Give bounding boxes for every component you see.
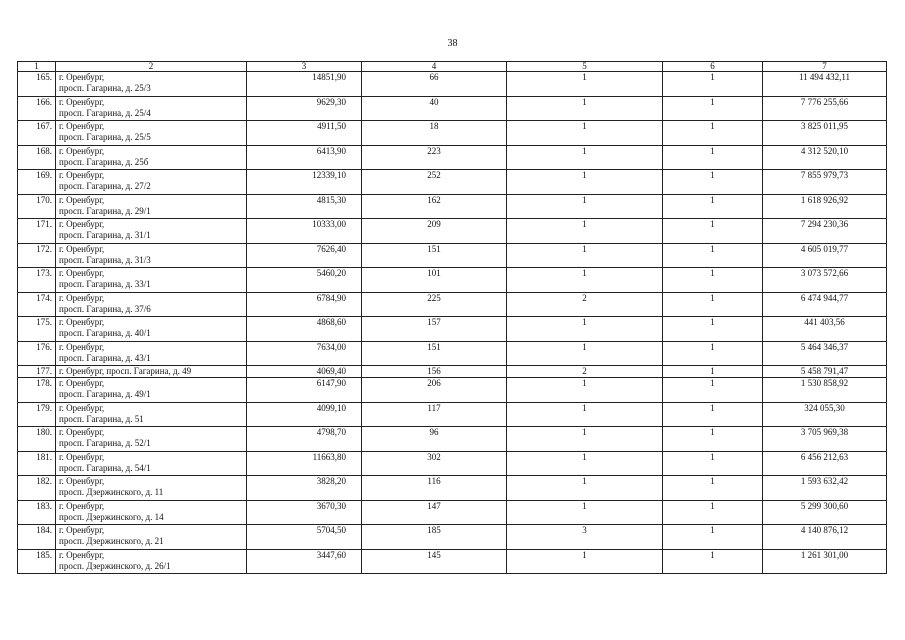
row-number-cell: 179.: [18, 402, 56, 427]
address-cell: [56, 243, 247, 268]
column-6-cell: 1: [663, 500, 763, 525]
column-5-cell: 1: [507, 451, 663, 476]
cost-cell: 7 855 979,73: [763, 170, 887, 195]
row-number-cell: 181.: [18, 451, 56, 476]
column-4-cell: 209: [362, 219, 507, 244]
address-cell: [56, 500, 247, 525]
address-cell: [56, 476, 247, 501]
column-5-cell: 1: [507, 402, 663, 427]
address-line-city: г. Оренбург,: [59, 378, 105, 388]
row-number-cell: 174.: [18, 292, 56, 317]
cost-cell: 5 299 300,60: [763, 500, 887, 525]
area-cell: 4911,50: [247, 121, 362, 146]
address-cell: [56, 451, 247, 476]
table-row: [18, 525, 887, 550]
row-number-cell: 167.: [18, 121, 56, 146]
cost-cell: 7 294 230,36: [763, 219, 887, 244]
address-cell: [56, 402, 247, 427]
address-line-city: г. Оренбург, просп. Гагарина, д. 49: [59, 366, 192, 376]
address-cell: [56, 194, 247, 219]
address-line-street: просп. Гагарина, д. 29/1: [59, 205, 151, 216]
column-5-cell: 1: [507, 268, 663, 293]
address-line-street: просп. Гагарина, д. 31/1: [59, 230, 151, 240]
column-6-cell: 1: [663, 292, 763, 317]
area-cell: 7634,00: [247, 341, 362, 366]
area-cell: 5704,50: [247, 525, 362, 550]
column-header: 1: [18, 62, 56, 72]
address-cell: [56, 72, 247, 97]
address-line-city: г. Оренбург,: [59, 341, 105, 352]
column-6-cell: 1: [663, 243, 763, 268]
address-cell: [56, 427, 247, 452]
cost-cell: 441 403,56: [763, 317, 887, 342]
address-line-street: просп. Дзержинского, д. 21: [59, 536, 164, 546]
table-row: [18, 170, 887, 195]
row-number-cell: 165.: [18, 72, 56, 97]
row-number-cell: 185.: [18, 549, 56, 574]
area-cell: 6413,90: [247, 145, 362, 170]
column-5-cell: 1: [507, 72, 663, 97]
address-line-street: просп. Гагарина, д. 49/1: [59, 389, 151, 399]
column-5-cell: 1: [507, 500, 663, 525]
column-4-cell: 156: [362, 366, 507, 378]
column-6-cell: 1: [663, 427, 763, 452]
table-row: [18, 476, 887, 501]
address-cell: [56, 366, 247, 378]
area-cell: 3670,30: [247, 500, 362, 525]
address-cell: [56, 292, 247, 317]
area-cell: 7626,40: [247, 243, 362, 268]
address-line-city: г. Оренбург,: [59, 402, 105, 413]
cost-cell: 3 073 572,66: [763, 268, 887, 293]
column-header: 4: [362, 62, 507, 72]
address-line-city: г. Оренбург,: [59, 427, 105, 437]
column-4-cell: 185: [362, 525, 507, 550]
column-4-cell: 116: [362, 476, 507, 501]
column-4-cell: 101: [362, 268, 507, 293]
column-6-cell: 1: [663, 451, 763, 476]
column-header: 6: [663, 62, 763, 72]
column-6-cell: 1: [663, 341, 763, 366]
address-cell: [56, 317, 247, 342]
column-6-cell: 1: [663, 219, 763, 244]
address-line-street: просп. Дзержинского, д. 26/1: [59, 560, 171, 571]
column-4-cell: 117: [362, 402, 507, 427]
address-line-street: просп. Гагарина, д. 27/2: [59, 181, 151, 191]
area-cell: 4798,70: [247, 427, 362, 452]
address-line-city: г. Оренбург,: [59, 268, 105, 278]
table-row: [18, 378, 887, 403]
address-line-street: просп. Гагарина, д. 33/1: [59, 279, 151, 289]
address-line-city: г. Оренбург,: [59, 145, 105, 156]
area-cell: 4815,30: [247, 194, 362, 219]
area-cell: 3828,20: [247, 476, 362, 501]
address-line-city: г. Оренбург,: [59, 292, 105, 303]
cost-cell: 7 776 255,66: [763, 96, 887, 121]
column-6-cell: 1: [663, 525, 763, 550]
column-5-cell: 1: [507, 341, 663, 366]
row-number-cell: 182.: [18, 476, 56, 501]
column-5-cell: 2: [507, 292, 663, 317]
row-number-cell: 184.: [18, 525, 56, 550]
column-4-cell: 96: [362, 427, 507, 452]
column-6-cell: 1: [663, 96, 763, 121]
address-cell: [56, 525, 247, 550]
address-cell: [56, 170, 247, 195]
table-row: [18, 194, 887, 219]
address-cell: [56, 121, 247, 146]
column-4-cell: 157: [362, 317, 507, 342]
address-line-city: г. Оренбург,: [59, 96, 105, 107]
address-line-street: просп. Гагарина, д. 25/4: [59, 107, 151, 118]
cost-cell: 11 494 432,11: [763, 72, 887, 97]
address-line-city: г. Оренбург,: [59, 500, 105, 511]
table-row: [18, 500, 887, 525]
row-number-cell: 173.: [18, 268, 56, 293]
address-line-street: просп. Гагарина, д. 52/1: [59, 438, 151, 448]
column-4-cell: 151: [362, 243, 507, 268]
row-number-cell: 177.: [18, 366, 56, 378]
table-row: [18, 341, 887, 366]
column-6-cell: 1: [663, 72, 763, 97]
area-cell: 9629,30: [247, 96, 362, 121]
column-header: 3: [247, 62, 362, 72]
table-row: [18, 72, 887, 97]
column-6-cell: 1: [663, 268, 763, 293]
column-6-cell: 1: [663, 121, 763, 146]
table-row: [18, 219, 887, 244]
cost-cell: 4 140 876,12: [763, 525, 887, 550]
column-5-cell: 1: [507, 96, 663, 121]
column-5-cell: 2: [507, 366, 663, 378]
column-4-cell: 252: [362, 170, 507, 195]
column-5-cell: 1: [507, 243, 663, 268]
area-cell: 10333,00: [247, 219, 362, 244]
column-6-cell: 1: [663, 145, 763, 170]
column-header: 7: [763, 62, 887, 72]
cost-cell: 3 705 969,38: [763, 427, 887, 452]
address-cell: [56, 145, 247, 170]
cost-cell: 5 464 346,37: [763, 341, 887, 366]
area-cell: 11663,80: [247, 451, 362, 476]
address-line-street: просп. Гагарина, д. 25б: [59, 156, 149, 167]
column-5-cell: 1: [507, 170, 663, 195]
address-cell: [56, 96, 247, 121]
table-row: [18, 402, 887, 427]
row-number-cell: 169.: [18, 170, 56, 195]
column-5-cell: 1: [507, 378, 663, 403]
cost-cell: 4 312 520,10: [763, 145, 887, 170]
column-5-cell: 3: [507, 525, 663, 550]
area-cell: 4868,60: [247, 317, 362, 342]
table-row: [18, 121, 887, 146]
area-cell: 3447,60: [247, 549, 362, 574]
cost-cell: 6 456 212,63: [763, 451, 887, 476]
cost-cell: 5 458 791,47: [763, 366, 887, 378]
column-header: 5: [507, 62, 663, 72]
column-5-cell: 1: [507, 219, 663, 244]
column-4-cell: 147: [362, 500, 507, 525]
column-6-cell: 1: [663, 366, 763, 378]
address-line-city: г. Оренбург,: [59, 476, 105, 486]
table-row: [18, 427, 887, 452]
row-number-cell: 171.: [18, 219, 56, 244]
table-row: [18, 366, 887, 378]
area-cell: 4069,40: [247, 366, 362, 378]
page-number: 38: [447, 38, 458, 49]
column-4-cell: 225: [362, 292, 507, 317]
area-cell: 5460,20: [247, 268, 362, 293]
cost-cell: 3 825 011,95: [763, 121, 887, 146]
cost-cell: 324 055,30: [763, 402, 887, 427]
address-line-city: г. Оренбург,: [59, 194, 105, 205]
address-line-street: просп. Гагарина, д. 43/1: [59, 352, 151, 363]
column-6-cell: 1: [663, 549, 763, 574]
address-line-city: г. Оренбург,: [59, 72, 105, 82]
column-5-cell: 1: [507, 317, 663, 342]
row-number-cell: 172.: [18, 243, 56, 268]
area-cell: 6784,90: [247, 292, 362, 317]
table-row: [18, 317, 887, 342]
table-row: [18, 549, 887, 574]
table-row: [18, 451, 887, 476]
address-line-street: просп. Гагарина, д. 37/6: [59, 303, 151, 314]
cost-cell: 6 474 944,77: [763, 292, 887, 317]
address-line-street: просп. Дзержинского, д. 14: [59, 511, 164, 522]
area-cell: 12339,10: [247, 170, 362, 195]
column-5-cell: 1: [507, 121, 663, 146]
row-number-cell: 180.: [18, 427, 56, 452]
column-4-cell: 206: [362, 378, 507, 403]
address-line-city: г. Оренбург,: [59, 525, 105, 535]
address-cell: [56, 378, 247, 403]
column-5-cell: 1: [507, 476, 663, 501]
table-row: [18, 292, 887, 317]
address-line-city: г. Оренбург,: [59, 243, 105, 254]
table-row: [18, 268, 887, 293]
address-line-street: просп. Гагарина, д. 25/5: [59, 132, 151, 142]
column-6-cell: 1: [663, 170, 763, 195]
address-line-city: г. Оренбург,: [59, 219, 105, 229]
area-cell: 4099,10: [247, 402, 362, 427]
column-4-cell: 66: [362, 72, 507, 97]
row-number-cell: 176.: [18, 341, 56, 366]
row-number-cell: 175.: [18, 317, 56, 342]
address-line-street: просп. Гагарина, д. 25/3: [59, 83, 151, 93]
column-4-cell: 302: [362, 451, 507, 476]
address-line-city: г. Оренбург,: [59, 170, 105, 180]
column-5-cell: 1: [507, 427, 663, 452]
address-cell: [56, 341, 247, 366]
address-line-city: г. Оренбург,: [59, 451, 105, 462]
address-line-city: г. Оренбург,: [59, 317, 105, 327]
cost-cell: 1 593 632,42: [763, 476, 887, 501]
row-number-cell: 168.: [18, 145, 56, 170]
row-number-cell: 183.: [18, 500, 56, 525]
cost-cell: 1 530 858,92: [763, 378, 887, 403]
column-6-cell: 1: [663, 378, 763, 403]
address-cell: [56, 268, 247, 293]
column-4-cell: 223: [362, 145, 507, 170]
column-5-cell: 1: [507, 145, 663, 170]
address-line-street: просп. Гагарина, д. 54/1: [59, 462, 151, 473]
column-6-cell: 1: [663, 194, 763, 219]
column-5-cell: 1: [507, 194, 663, 219]
column-5-cell: 1: [507, 549, 663, 574]
column-6-cell: 1: [663, 476, 763, 501]
table-row: [18, 243, 887, 268]
cost-cell: 1 261 301,00: [763, 549, 887, 574]
column-4-cell: 162: [362, 194, 507, 219]
column-4-cell: 145: [362, 549, 507, 574]
column-4-cell: 18: [362, 121, 507, 146]
column-4-cell: 40: [362, 96, 507, 121]
address-line-city: г. Оренбург,: [59, 121, 105, 131]
column-4-cell: 151: [362, 341, 507, 366]
column-6-cell: 1: [663, 402, 763, 427]
address-line-city: г. Оренбург,: [59, 549, 105, 560]
address-line-street: просп. Гагарина, д. 40/1: [59, 328, 151, 338]
address-cell: [56, 219, 247, 244]
cost-cell: 4 605 019,77: [763, 243, 887, 268]
address-line-street: просп. Гагарина, д. 51: [59, 413, 144, 424]
table-row: [18, 96, 887, 121]
row-number-cell: 166.: [18, 96, 56, 121]
row-number-cell: 178.: [18, 378, 56, 403]
housing-table: [17, 61, 887, 574]
table-row: [18, 145, 887, 170]
cost-cell: 1 618 926,92: [763, 194, 887, 219]
row-number-cell: 170.: [18, 194, 56, 219]
area-cell: 6147,90: [247, 378, 362, 403]
address-line-street: просп. Дзержинского, д. 11: [59, 487, 164, 497]
area-cell: 14851,90: [247, 72, 362, 97]
column-header: 2: [56, 62, 247, 72]
address-line-street: просп. Гагарина, д. 31/3: [59, 254, 151, 265]
column-6-cell: 1: [663, 317, 763, 342]
table-header-row: [18, 62, 887, 72]
address-cell: [56, 549, 247, 574]
